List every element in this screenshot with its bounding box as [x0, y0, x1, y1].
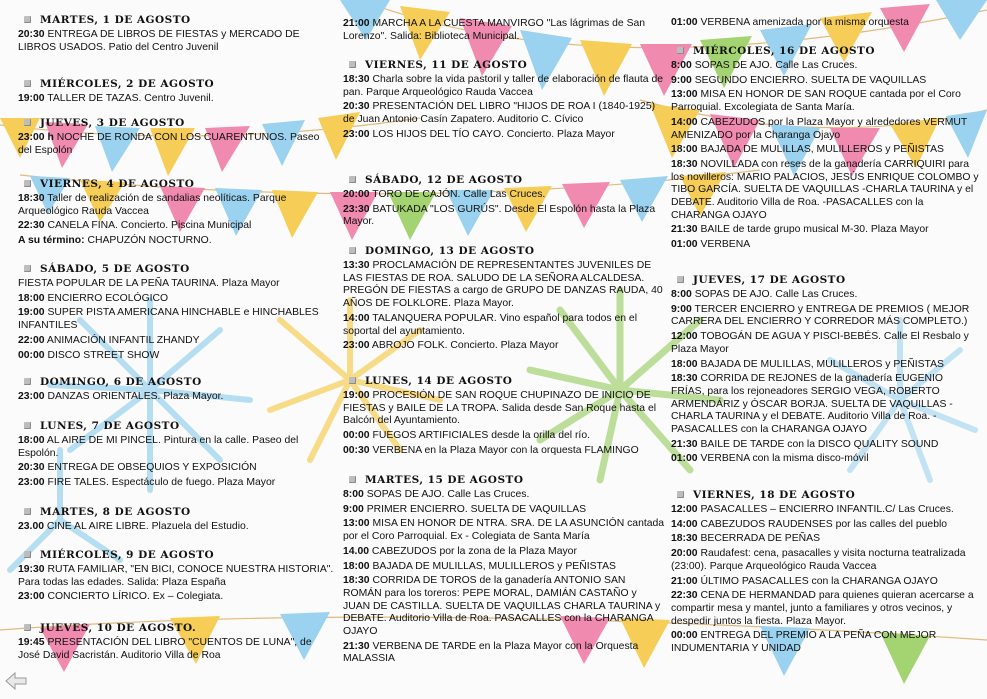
event-entry: [343, 204, 665, 229]
bullet-icon: [24, 378, 31, 385]
event-entry: [671, 224, 979, 237]
day-block: [18, 77, 336, 106]
event-time: 20:00: [343, 189, 370, 200]
event-entry: [343, 546, 665, 559]
event-text: ENTREGA DE OBSEQUIOS Y EXPOSICIÓN: [47, 462, 257, 474]
event-time: 12:00: [671, 331, 698, 343]
event-time: 12:00: [671, 504, 698, 515]
event-time: 01:00: [671, 453, 698, 465]
event-text: Taller de realización de sandalias neolíticas. Parque Arqueológico Rauda Vaccea: [18, 193, 287, 217]
bullet-icon: [24, 551, 31, 558]
event-time: 18:30: [671, 158, 698, 170]
event-entry: [343, 561, 665, 574]
day-block: [18, 262, 336, 362]
event-time: 00:00: [343, 430, 370, 442]
event-entry: [671, 373, 979, 437]
event-text: SOPAS DE AJO. Calle Las Cruces.: [366, 489, 530, 500]
event-entry: [18, 235, 336, 248]
bullet-icon: [24, 16, 31, 23]
bullet-icon: [349, 176, 356, 183]
day-heading-label: LUNES, 14 DE AGOSTO: [365, 375, 513, 387]
day-heading-label: DOMINGO, 13 DE AGOSTO: [365, 245, 535, 257]
event-entry: [671, 304, 979, 329]
event-time: 21:30: [671, 224, 698, 236]
event-text: BECERRADA DE PEÑAS: [700, 533, 820, 545]
event-entry: [18, 220, 336, 233]
event-text: FIRE TALES. Espectáculo de fuego. Plaza Mayor: [47, 477, 276, 489]
event-text: VERBENA amenizada por la misma orquesta: [700, 17, 909, 28]
day-block: [343, 58, 665, 142]
day-heading-label: MIÉRCOLES, 9 DE AGOSTO: [40, 549, 215, 561]
event-text: CINE AL AIRE LIBRE. Plazuela del Estudio.: [46, 521, 249, 532]
event-entry: [18, 29, 336, 54]
event-time: 00:00: [18, 349, 45, 361]
event-entry: [18, 293, 336, 306]
day-block: [343, 374, 665, 458]
event-text: PRESENTACIÓN DEL LIBRO "HIJOS DE ROA I (1840-1925) de Juan Antonio Casín Zapatero. Auditorio C. Cívico: [343, 101, 656, 126]
event-entry: [343, 430, 665, 443]
day-heading-label: MARTES, 1 DE AGOSTO: [40, 14, 191, 26]
event-entry: [343, 340, 665, 353]
event-entry: [671, 117, 979, 142]
event-text: AL AIRE DE MI PINCEL. Pintura en la calle. Paseo del Espolón.: [18, 435, 299, 459]
event-time: 18:30: [343, 575, 370, 587]
day-heading-label: VIERNES, 11 DE AGOSTO: [365, 59, 528, 71]
event-time: 00:00: [671, 630, 698, 642]
event-time: 19:00: [18, 93, 45, 104]
event-time: 21:30: [671, 438, 698, 450]
event-entry: [343, 504, 665, 517]
event-text: TALANQUERA POPULAR. Vino español para todos en el soportal del ayuntamiento.: [343, 312, 637, 337]
event-time: 18:00: [18, 435, 45, 446]
event-entry: [671, 75, 979, 88]
event-entry: [18, 193, 336, 218]
event-entry: [18, 93, 336, 106]
event-entry: [343, 641, 665, 666]
event-text: CHAPUZÓN NOCTURNO.: [87, 235, 212, 247]
day-heading: [18, 621, 336, 635]
day-block: [343, 16, 665, 43]
event-time: 19:30: [18, 564, 45, 575]
event-entry: [18, 307, 336, 332]
event-text: DANZAS ORIENTALES. Plaza Mayor.: [47, 391, 224, 402]
bullet-icon: [349, 377, 356, 384]
day-heading-label: DOMINGO, 6 DE AGOSTO: [40, 376, 202, 388]
event-entry: [671, 630, 979, 655]
day-heading: [18, 505, 336, 519]
event-entry: [671, 453, 979, 466]
event-entry: [671, 239, 979, 252]
event-text: FUEGOS ARTIFICIALES desde la orilla del río.: [372, 430, 590, 442]
event-text: TALLER DE TAZAS. Centro Juvenil.: [47, 93, 214, 104]
day-block: [18, 548, 336, 604]
event-time: 8:00: [671, 60, 692, 71]
day-heading-label: MIÉRCOLES, 2 DE AGOSTO: [40, 78, 215, 90]
day-heading-label: JUEVES, 10 DE AGOSTO.: [40, 622, 197, 634]
event-time: 8:00: [343, 489, 364, 500]
day-heading: [343, 244, 665, 258]
event-time: 13:00: [343, 518, 370, 530]
day-heading: [18, 375, 336, 389]
day-block: [343, 173, 665, 229]
event-text: BAJADA DE MULILLAS, MULILLEROS y PEÑISTAS: [700, 358, 944, 370]
event-time: 19:00: [343, 390, 370, 401]
event-time: 23:30: [343, 203, 370, 215]
event-text: PROCLAMACIÓN DE REPRESENTANTES JUVENILES DE LAS FIESTAS DE ROA. SALUDO DE LA SEÑORA ALCALDESA. PREGÓN DE FIESTAS a cargo de GRUPO DE DANZAS RAUDA, 40 AÑOS DE FOLKLORE. Plaza Mayor.: [343, 260, 663, 310]
bullet-icon: [24, 624, 31, 631]
event-entry: [18, 591, 336, 604]
event-entry: [18, 435, 336, 460]
event-time: 22:00: [18, 334, 45, 346]
event-entry: [18, 132, 336, 157]
event-entry: [671, 519, 979, 532]
event-text: SOPAS DE AJO. Calle Las Cruces.: [694, 60, 858, 71]
event-entry: [671, 576, 979, 589]
event-entry: [343, 313, 665, 338]
day-heading-label: MARTES, 8 DE AGOSTO: [40, 506, 191, 518]
day-block: [671, 273, 979, 466]
event-entry: [18, 477, 336, 490]
event-text: NOVILLADA con reses de la ganadería CARRIQUIRI para los novilleros: MARIO PALACIOS, JESÚS ENRIQUE COLOMBO y TIBO GARCÍA. SUELTA DE VAQUILLAS -CHARLA TAURINA y el DEBATE. Auditorio Villa de Roa. -PASACALLES con la CHARANGA OJAYO: [671, 158, 979, 221]
day-heading-label: MIÉRCOLES, 16 DE AGOSTO: [693, 45, 876, 57]
event-time: 18:00: [671, 144, 698, 156]
event-time: 9:00: [671, 303, 692, 315]
event-time: 18:00: [671, 358, 698, 370]
event-entry: [671, 439, 979, 452]
day-heading: [671, 488, 979, 502]
event-time: 23:00: [18, 391, 45, 402]
event-text: BAILE de tarde grupo musical M-30. Plaza Mayor: [700, 224, 929, 236]
event-time: 19:00: [18, 307, 45, 319]
event-time: 9:00: [343, 503, 364, 515]
event-time: 18:30: [671, 373, 698, 385]
day-heading-label: VIERNES, 4 DE AGOSTO: [40, 178, 195, 190]
event-text: PASACALLES – ENCIERRO INFANTIL.C/ Las Cruces.: [700, 504, 954, 515]
event-time: 22:30: [671, 590, 698, 602]
day-heading: [18, 419, 336, 433]
day-heading: [18, 548, 336, 562]
event-entry: [671, 533, 979, 546]
event-entry: [18, 335, 336, 348]
event-entry: [343, 518, 665, 543]
event-time: 13:00: [671, 89, 698, 101]
event-text: PRESENTACIÓN DEL LIBRO "CUENTOS DE LUNA", de José David Sacristán. Auditorio Villa de Roa: [18, 637, 312, 661]
event-entry: [671, 159, 979, 223]
day-heading: [343, 473, 665, 487]
event-entry: [671, 331, 979, 356]
event-entry: [343, 575, 665, 639]
event-text: DISCO STREET SHOW: [47, 349, 160, 361]
day-block: [18, 375, 336, 404]
event-time: 18:30: [671, 533, 698, 545]
event-text: CENA DE HERMANDAD para quienes quieran acercarse a compartir mesa y mantel, junto a familiares y otros vecinos, y despedir juntos la fiesta. Plaza Mayor.: [671, 590, 974, 627]
day-heading: [671, 273, 979, 287]
day-block: [18, 419, 336, 490]
event-entry: [671, 60, 979, 73]
event-text: LOS HIJOS DEL TÍO CAYO. Concierto. Plaza Mayor: [372, 128, 615, 140]
event-text: CORRIDA DE REJONES de la ganadería EUGENIO FRÍAS, para los rejoneadores SERGIO VEGA, ROBERTO ARMENDÁRIZ y ÓSCAR BORJA. SUELTA DE VAQUILLAS -CHARLA TAURINA y el DEBATE. Auditorio Villa de Roa. -PASACALLES con la CHARANGA OJAYO: [671, 373, 953, 436]
event-entry: [18, 462, 336, 475]
day-block: [343, 244, 665, 353]
event-text: BAILE DE TARDE con la DISCO QUALITY SOUND: [700, 438, 939, 450]
event-time: 23:00: [343, 128, 370, 140]
bullet-icon: [24, 80, 31, 87]
bullet-icon: [677, 47, 684, 54]
event-entry: [671, 289, 979, 302]
day-heading: [18, 262, 336, 276]
bullet-icon: [349, 247, 356, 254]
event-text: RUTA FAMILIAR, "EN BICI, CONOCE NUESTRA HISTORIA". Para todas las edades. Salida: Plaza España: [18, 564, 334, 588]
event-entry: [671, 548, 979, 573]
event-text: ENTREGA DEL PREMIO A LA PEÑA CON MEJOR INDUMENTARIA Y UNIDAD: [671, 630, 937, 655]
event-time: 21:00: [671, 575, 698, 587]
event-entry: [343, 101, 665, 126]
event-time: 20:00: [671, 548, 698, 560]
event-entry: [671, 504, 979, 517]
day-block: [18, 13, 336, 54]
event-text: ANIMACIÓN INFANTIL ZHANDY: [46, 334, 200, 346]
event-text: NOCHE DE RONDA CON LOS CUARENTUNOS. Paseo del Espolón: [18, 132, 320, 156]
event-time: 23:00 h: [18, 132, 54, 143]
event-time: 8:00: [671, 289, 692, 300]
day-heading: [18, 177, 336, 191]
event-time: A su término:: [18, 235, 85, 247]
event-entry: [343, 260, 665, 311]
event-time: 18:30: [343, 74, 370, 85]
day-heading-label: JUEVES, 3 DE AGOSTO: [40, 117, 185, 129]
day-heading-label: MARTES, 15 DE AGOSTO: [365, 474, 524, 486]
event-text: SOPAS DE AJO. Calle Las Cruces.: [694, 289, 858, 300]
event-entry: [671, 359, 979, 372]
event-time: 18:30: [18, 193, 45, 204]
day-block: [18, 621, 336, 662]
event-text: TOBOGÁN DE AGUA Y PISCI-BEBÉS. Calle El Resbalo y Plaza Mayor: [671, 331, 969, 355]
event-entry: [18, 278, 336, 291]
event-time: 23:00: [343, 340, 370, 352]
event-text: BAJADA DE MULILLAS, MULILLEROS y PEÑISTAS: [372, 560, 616, 572]
event-text: SEGUNDO ENCIERRO. SUELTA DE VAQUILLAS: [694, 74, 927, 86]
day-block: [671, 15, 979, 30]
event-text: CORRIDA DE TOROS de la ganadería ANTONIO SAN ROMÁN para los toreros: PEPE MORAL, DAMIÁN CASTAÑO y JUAN DE CASTILLA. SUELTA DE VAQUILLAS CHARLA TAURINA y DEBATE. Auditorio Villa de Roa. PASACALLES con la CHARANGA OJAYO: [343, 575, 661, 638]
day-block: [671, 488, 979, 656]
event-time: 23:00: [18, 591, 45, 603]
day-block: [18, 177, 336, 248]
event-time: 13:30: [343, 260, 370, 271]
event-text: CABEZUDOS RAUDENSES por las calles del pueblo: [700, 518, 948, 530]
event-text: PRIMER ENCIERRO. SUELTA DE VAQUILLAS: [366, 503, 587, 515]
event-text: BATUKADA "LOS GURÚS". Desde El Espolón hasta la Plaza Mayor.: [343, 203, 656, 228]
event-text: MARCHA A LA CUESTA MANVIRGO "Las lágrimas de San Lorenzo". Salida: Biblioteca Municipal.: [343, 18, 646, 42]
event-entry: [343, 74, 665, 99]
event-entry: [18, 637, 336, 662]
event-entry: [343, 189, 665, 202]
event-entry: [18, 521, 336, 534]
event-entry: [343, 489, 665, 502]
day-heading: [343, 374, 665, 388]
event-entry: [18, 391, 336, 404]
day-heading: [18, 77, 336, 91]
event-entry: [343, 390, 665, 428]
event-time: 00:30: [343, 444, 370, 456]
event-time: 23.00: [18, 521, 45, 532]
event-entry: [18, 350, 336, 363]
event-text: ENCIERRO ECOLÓGICO: [47, 292, 169, 304]
day-heading: [18, 116, 336, 130]
event-text: BAJADA DE MULILLAS, MULILLEROS y PEÑISTAS: [700, 144, 944, 156]
event-time: 23:00: [18, 477, 45, 489]
event-time: 14:00: [671, 116, 698, 128]
event-text: VERBENA en la Plaza Mayor con la orquesta FLAMINGO: [372, 444, 639, 456]
bullet-icon: [349, 476, 356, 483]
event-entry: [343, 18, 665, 43]
event-text: MISA EN HONOR DE NTRA. SRA. DE LA ASUNCIÓN cantada por el Coro Parroquial. Ex - Colegiata de Santa María: [343, 518, 665, 543]
event-text: CANELA FINA. Concierto. Piscina Municipal: [47, 220, 252, 232]
event-time: 20:30: [343, 101, 370, 113]
event-text: VERBENA DE TARDE en la Plaza Mayor con la Orquesta MALASSIA: [343, 640, 639, 665]
event-time: 18:00: [343, 560, 370, 572]
day-heading-label: JUEVES, 17 DE AGOSTO: [693, 274, 846, 286]
event-text: PROCESIÓN DE SAN ROQUE CHUPINAZO DE INICIO DE FIESTAS y BAILE DE LA TROPA. Salida desde San Roque hasta el Balcón del Ayuntamiento.: [343, 390, 657, 427]
event-time: 01:00: [671, 239, 698, 251]
bullet-icon: [349, 61, 356, 68]
back-arrow-icon[interactable]: [4, 672, 28, 690]
event-time: 18:00: [18, 292, 45, 304]
event-text: Charla sobre la vida pastoril y taller de elaboración de flauta de pan. Parque Arqueológico Rauda Vaccea: [343, 74, 664, 98]
day-heading-label: VIERNES, 18 DE AGOSTO: [693, 489, 856, 501]
event-time: 20:30: [18, 29, 45, 40]
day-heading: [671, 44, 979, 58]
event-time: 14.00: [343, 545, 370, 557]
event-text: ENTREGA DE LIBROS DE FIESTAS y MERCADO DE LIBROS USADOS. Patio del Centro Juvenil: [18, 29, 300, 53]
event-text: TORO DE CAJÓN. Calle Las Cruces.: [372, 189, 546, 200]
event-text: VERBENA: [700, 239, 751, 251]
bullet-icon: [24, 119, 31, 126]
day-heading-label: SÁBADO, 12 DE AGOSTO: [365, 174, 523, 186]
event-entry: [671, 590, 979, 628]
event-text: ÚLTIMO PASACALLES con la CHARANGA OJAYO: [700, 575, 938, 587]
event-time: 20:30: [18, 462, 45, 474]
event-text: FIESTA POPULAR DE LA PEÑA TAURINA. Plaza Mayor: [18, 278, 280, 289]
event-time: 01:00: [671, 17, 698, 28]
event-entry: [18, 564, 336, 589]
event-text: SUPER PISTA AMERICANA HINCHABLE e HINCHABLES INFANTILES: [18, 307, 319, 332]
event-text: ABROJO FOLK. Concierto. Plaza Mayor: [371, 340, 559, 352]
bullet-icon: [677, 491, 684, 498]
event-text: MISA EN HONOR DE SAN ROQUE cantada por el Coro Parroquial. Excolegiata de Santa María.: [671, 89, 961, 114]
day-block: [343, 473, 665, 666]
event-text: CONCIERTO LÍRICO. Ex – Colegiata.: [47, 591, 224, 603]
day-heading: [343, 173, 665, 187]
event-entry: [671, 144, 979, 157]
bullet-icon: [24, 508, 31, 515]
bullet-icon: [24, 422, 31, 429]
day-block: [671, 44, 979, 252]
bullet-icon: [24, 265, 31, 272]
bullet-icon: [24, 180, 31, 187]
day-heading: [343, 58, 665, 72]
day-heading-label: LUNES, 7 DE AGOSTO: [40, 420, 180, 432]
bullet-icon: [677, 276, 684, 283]
event-entry: [671, 89, 979, 114]
event-time: 14:00: [343, 312, 370, 324]
event-text: VERBENA con la misma disco-móvil: [700, 453, 869, 465]
event-entry: [343, 129, 665, 142]
event-time: 19:45: [18, 637, 45, 648]
event-text: Raudafest: cena, pasacalles y visita nocturna teatralizada (23:00). Parque Arqueológico Rauda Vaccea: [671, 548, 966, 572]
event-time: 21:30: [343, 640, 370, 652]
event-text: TERCER ENCIERRO y ENTREGA DE PREMIOS ( MEJOR CARRERA DEL ENCIERRO Y CORREDOR MÁS COMPLETO.): [671, 303, 970, 328]
event-time: 21:00: [343, 18, 370, 29]
event-time: 9:00: [671, 74, 692, 86]
event-text: CABEZUDOS por la Plaza Mayor y alrededores VERMUT AMENIZADO por la Charanga Ojayo: [671, 116, 968, 141]
event-text: CABEZUDOS por la zona de la Plaza Mayor: [371, 545, 577, 557]
day-heading: [18, 13, 336, 27]
event-time: 22:30: [18, 220, 45, 232]
event-time: 14:00: [671, 518, 698, 530]
day-block: [18, 505, 336, 534]
event-entry: [671, 17, 979, 30]
day-block: [18, 116, 336, 157]
event-entry: [343, 445, 665, 458]
day-heading-label: SÁBADO, 5 DE AGOSTO: [40, 263, 190, 275]
